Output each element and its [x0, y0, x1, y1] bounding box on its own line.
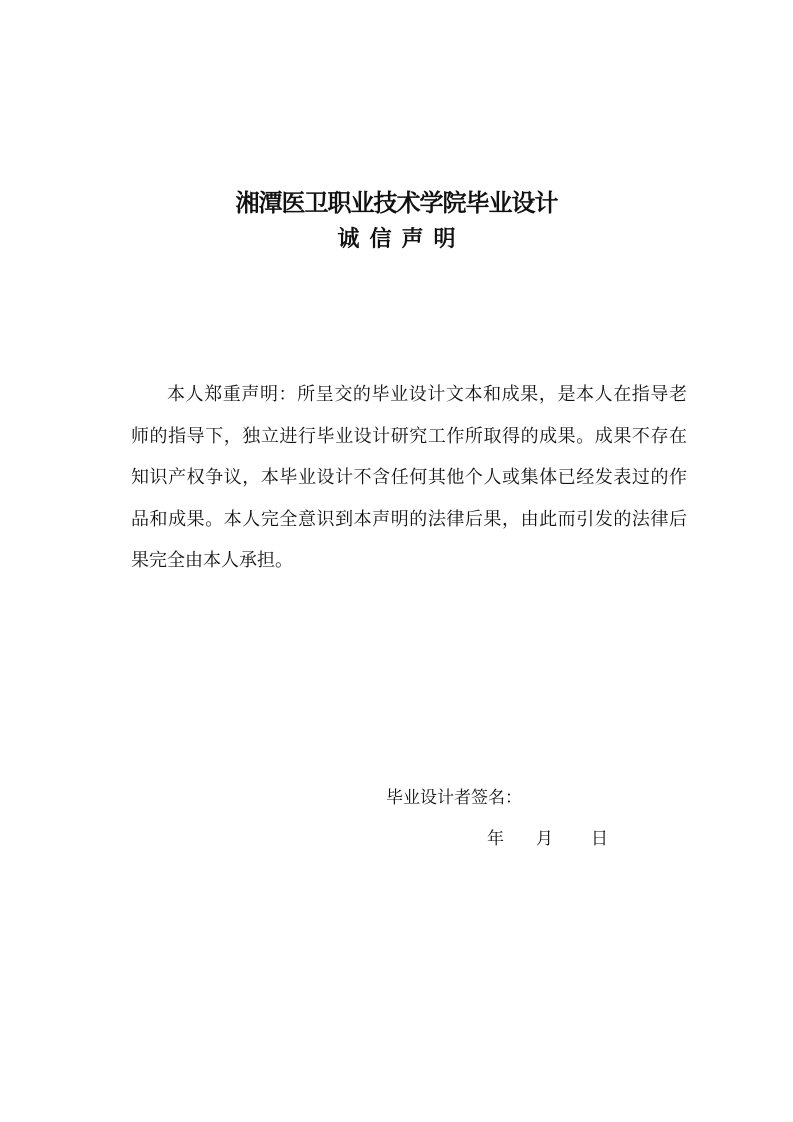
- signature-label: 毕业设计者签名：: [386, 788, 522, 808]
- date-year-label: 年: [487, 829, 504, 849]
- date-day-label: 日: [591, 829, 608, 849]
- date-row: [0, 825, 793, 853]
- declaration-heading: 诚信声明: [337, 227, 466, 252]
- date-month-label: 月: [536, 829, 553, 849]
- title-block: [0, 186, 793, 256]
- declaration-paragraph: 本人郑重声明：所呈交的毕业设计文本和成果，是本人在指导老师的指导下，独立进行毕业设计研究工作所取得的成果。成果不存在知识产权争议，本毕业设计不含任何其他个人或集体已经发表过的作品和成果。本人完全意识到本声明的法律后果，由此而引发的法律后果完全由本人承担。: [131, 384, 687, 571]
- institution-title: 湘潭医卫职业技术学院毕业设计: [235, 189, 558, 217]
